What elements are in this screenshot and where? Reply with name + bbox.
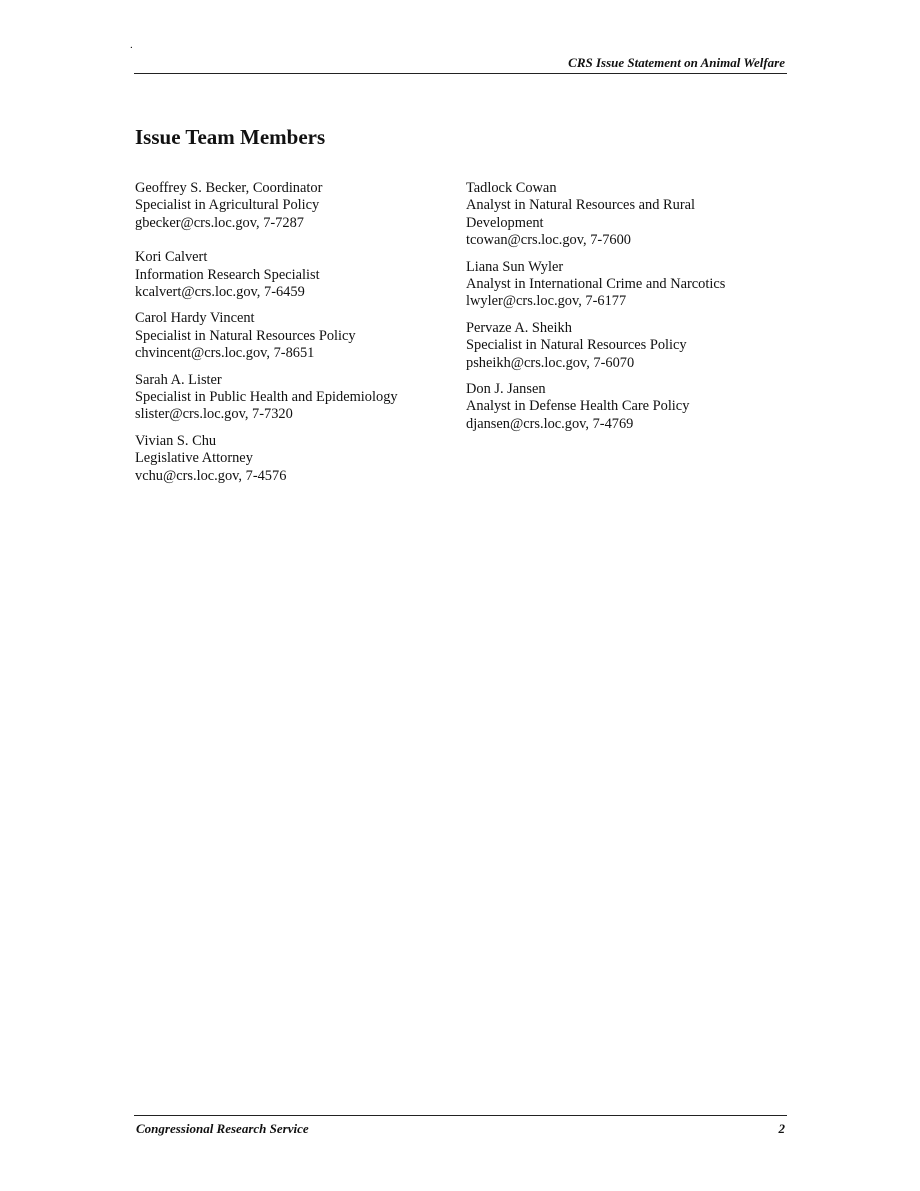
member-name: Carol Hardy Vincent — [135, 310, 255, 327]
member-role: Legislative Attorney — [135, 450, 253, 467]
team-column-left — [135, 180, 455, 494]
header-title: CRS Issue Statement on Animal Welfare — [568, 55, 785, 70]
footer-organization: Congressional Research Service — [136, 1121, 309, 1136]
team-member — [135, 310, 455, 362]
member-contact: psheikh@crs.loc.gov, 7-6070 — [466, 354, 635, 371]
member-role: Information Research Specialist — [135, 266, 320, 283]
member-contact: vchu@crs.loc.gov, 7-4576 — [135, 467, 287, 484]
team-member — [466, 259, 786, 311]
page-number: 2 — [778, 1121, 785, 1136]
section-heading: Issue Team Members — [135, 125, 326, 149]
member-contact: kcalvert@crs.loc.gov, 7-6459 — [135, 284, 305, 301]
member-role: Analyst in International Crime and Narcotics — [466, 276, 726, 293]
member-contact: chvincent@crs.loc.gov, 7-8651 — [135, 345, 315, 362]
team-member — [466, 381, 786, 433]
member-role: Analyst in Defense Health Care Policy — [466, 398, 690, 415]
member-contact: gbecker@crs.loc.gov, 7-7287 — [135, 214, 304, 231]
page-footer — [134, 1115, 787, 1136]
member-contact: lwyler@crs.loc.gov, 7-6177 — [466, 293, 627, 310]
page-header — [134, 54, 787, 74]
member-name: Geoffrey S. Becker, Coordinator — [135, 180, 323, 196]
member-role: Analyst in Natural Resources and Rural Development — [466, 197, 695, 231]
member-contact: slister@crs.loc.gov, 7-7320 — [135, 406, 293, 423]
member-name: Liana Sun Wyler — [466, 258, 564, 275]
team-member — [135, 249, 455, 301]
stray-dot-mark: . — [130, 39, 133, 51]
member-name: Kori Calvert — [135, 249, 208, 266]
member-name: Tadlock Cowan — [466, 180, 557, 196]
team-member — [135, 180, 455, 232]
member-name: Don J. Jansen — [466, 381, 546, 398]
member-role: Specialist in Natural Resources Policy — [135, 327, 356, 344]
member-role: Specialist in Natural Resources Policy — [466, 337, 687, 354]
team-member — [135, 372, 455, 424]
member-name: Sarah A. Lister — [135, 371, 222, 388]
team-member — [466, 320, 786, 372]
team-member — [466, 180, 786, 250]
member-role: Specialist in Public Health and Epidemiology — [135, 389, 398, 406]
member-name: Vivian S. Chu — [135, 432, 217, 449]
member-role: Specialist in Agricultural Policy — [135, 197, 320, 214]
member-contact: djansen@crs.loc.gov, 7-4769 — [466, 415, 634, 432]
member-name: Pervaze A. Sheikh — [466, 319, 572, 336]
team-member — [135, 433, 455, 485]
team-column-right — [466, 180, 786, 442]
member-contact: tcowan@crs.loc.gov, 7-7600 — [466, 232, 631, 249]
